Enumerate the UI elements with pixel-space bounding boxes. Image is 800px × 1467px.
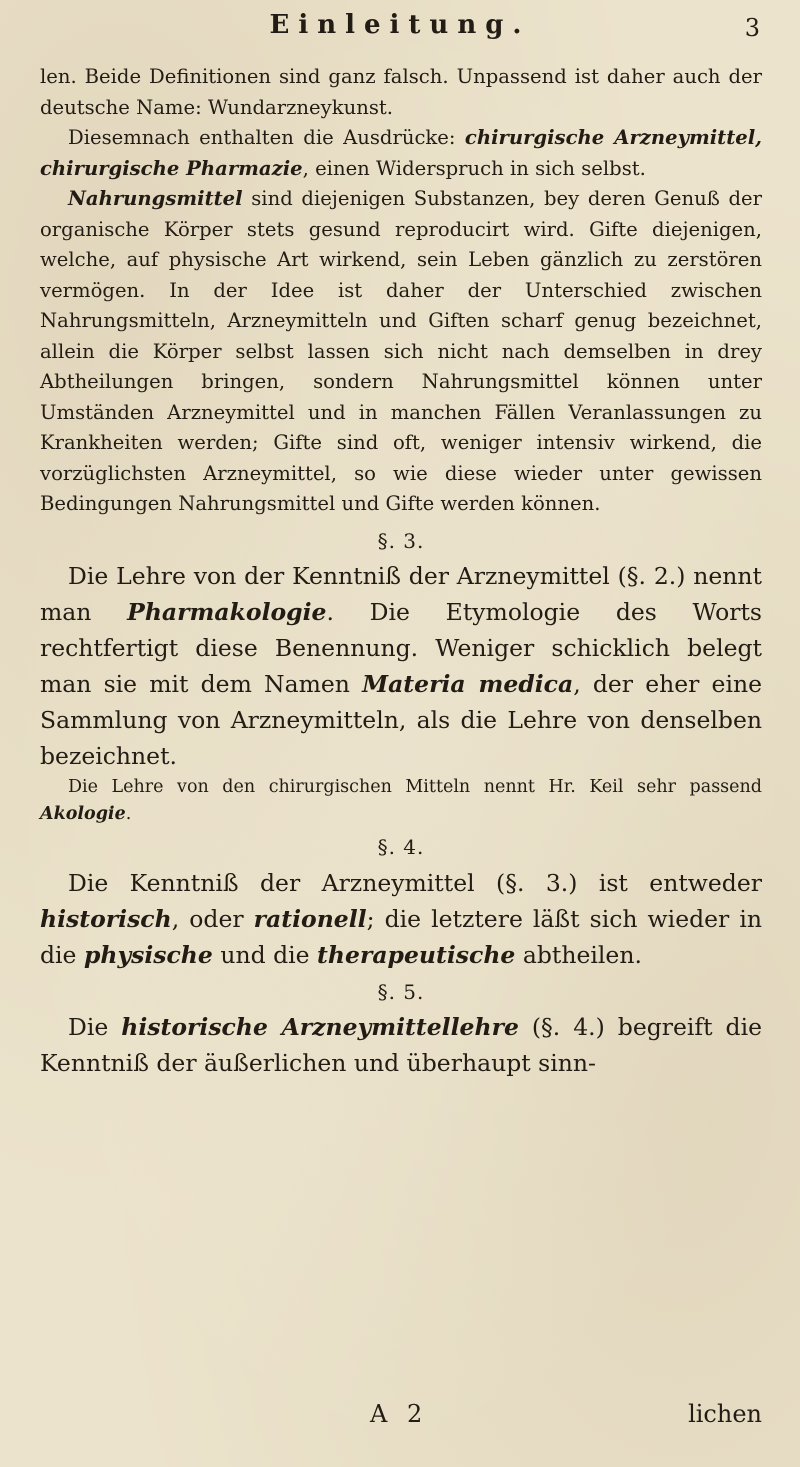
page-number: 3 bbox=[744, 14, 760, 42]
section-heading-4: §. 4. bbox=[377, 835, 425, 859]
paragraph-text: Die Kenntniß der Arzneymittel (§. 3.) ist entweder bbox=[68, 868, 762, 897]
paragraph-text: (§. 4.) begreift die Kenntniß der äußerlichen und überhaupt sinn- bbox=[40, 1013, 763, 1077]
emphasis-term: Nahrungsmittel bbox=[68, 187, 243, 210]
paragraph-text: abtheilen. bbox=[515, 940, 642, 969]
paragraph-text: . Die Etymologie des Worts rechtfertigt diese Benennung. Weniger schicklich belegt man sie mit dem Namen bbox=[40, 598, 762, 698]
emphasis-term: chirurgische Arzneymittel, chirurgische bbox=[40, 126, 762, 180]
paragraph-section-3 bbox=[40, 558, 762, 774]
running-head bbox=[0, 10, 800, 50]
paragraph-contradiction bbox=[40, 123, 762, 184]
emphasis-term: physische bbox=[83, 940, 213, 969]
paragraph-nutrition bbox=[40, 184, 762, 520]
paragraph-text: ; die letztere läßt sich wieder in die bbox=[40, 904, 762, 969]
paragraph-text: , oder bbox=[171, 904, 254, 933]
emphasis-term: historische Arzneymittellehre bbox=[121, 1013, 519, 1041]
running-title: Einleitung. bbox=[269, 10, 531, 40]
paragraph-section-4 bbox=[40, 865, 762, 973]
paragraph-section-5 bbox=[40, 1009, 762, 1081]
paragraph-note bbox=[40, 774, 762, 828]
paragraph-definitions bbox=[40, 62, 762, 123]
paragraph-text: und die bbox=[212, 940, 318, 969]
emphasis-term: therapeutische bbox=[317, 940, 516, 969]
paragraph-text: Diesemnach enthalten die Ausdrücke: bbox=[68, 126, 465, 149]
signature-mark: A 2 bbox=[370, 1400, 429, 1428]
emphasis-term: Pharmazie bbox=[186, 156, 303, 180]
section-heading-3: §. 3. bbox=[377, 528, 425, 553]
paragraph-text: len. Beide Definitionen sind ganz falsch. Unpassend ist daher auch der deutsche Name: Wundarzneykunst. bbox=[40, 65, 762, 119]
page-footer bbox=[40, 1400, 762, 1434]
section-heading-5: §. 5. bbox=[377, 979, 425, 1004]
body-text bbox=[40, 62, 762, 1081]
paragraph-text: Die bbox=[68, 1013, 122, 1041]
paragraph-text: , einen Widerspruch in sich selbst. bbox=[302, 156, 646, 180]
emphasis-term: Materia medica bbox=[362, 670, 574, 698]
catchword: lichen bbox=[688, 1400, 762, 1428]
paragraph-text: Die Lehre von den chirurgischen Mitteln nennt Hr. Keil sehr passend bbox=[68, 777, 762, 797]
paragraph-text: sind diejenigen Substanzen, bey deren Genuß der organische Körper stets gesund reproducirt wird. Gifte diejenigen, welche, auf physische Art wirkend, sein Leben gänzlich zu zerstören vermögen. In der Idee ist daher der Unterschied zwischen Nahrungsmitteln, Arzneymitteln und Giften scharf genug bezeichnet, allein die Körper selbst lassen sich nicht nach demselben in drey Abtheilungen bringen, sondern Nahrungsmittel können unter Umständen Arzneymittel und in manchen Fällen Veranlassungen zu Krankheiten werden; Gifte sind oft, weniger intensiv wirkend, die vorzüglichsten Arzneymittel, so wie diese wieder unter gewissen Bedingungen Nahrungsmittel und Gifte werden können. bbox=[40, 187, 762, 515]
paragraph-text: , der eher eine Sammlung von Arzneymitteln, als die Lehre von denselben bezeichnet. bbox=[40, 670, 762, 770]
emphasis-term: Akologie bbox=[40, 804, 126, 824]
emphasis-term: Pharmakologie bbox=[127, 598, 327, 626]
emphasis-term: historisch bbox=[40, 904, 172, 933]
paragraph-text: Die Lehre von der Kenntniß der Arzneymittel (§. 2.) nennt man bbox=[40, 562, 762, 626]
emphasis-term: rationell bbox=[253, 904, 367, 933]
paragraph-text: . bbox=[125, 804, 132, 824]
